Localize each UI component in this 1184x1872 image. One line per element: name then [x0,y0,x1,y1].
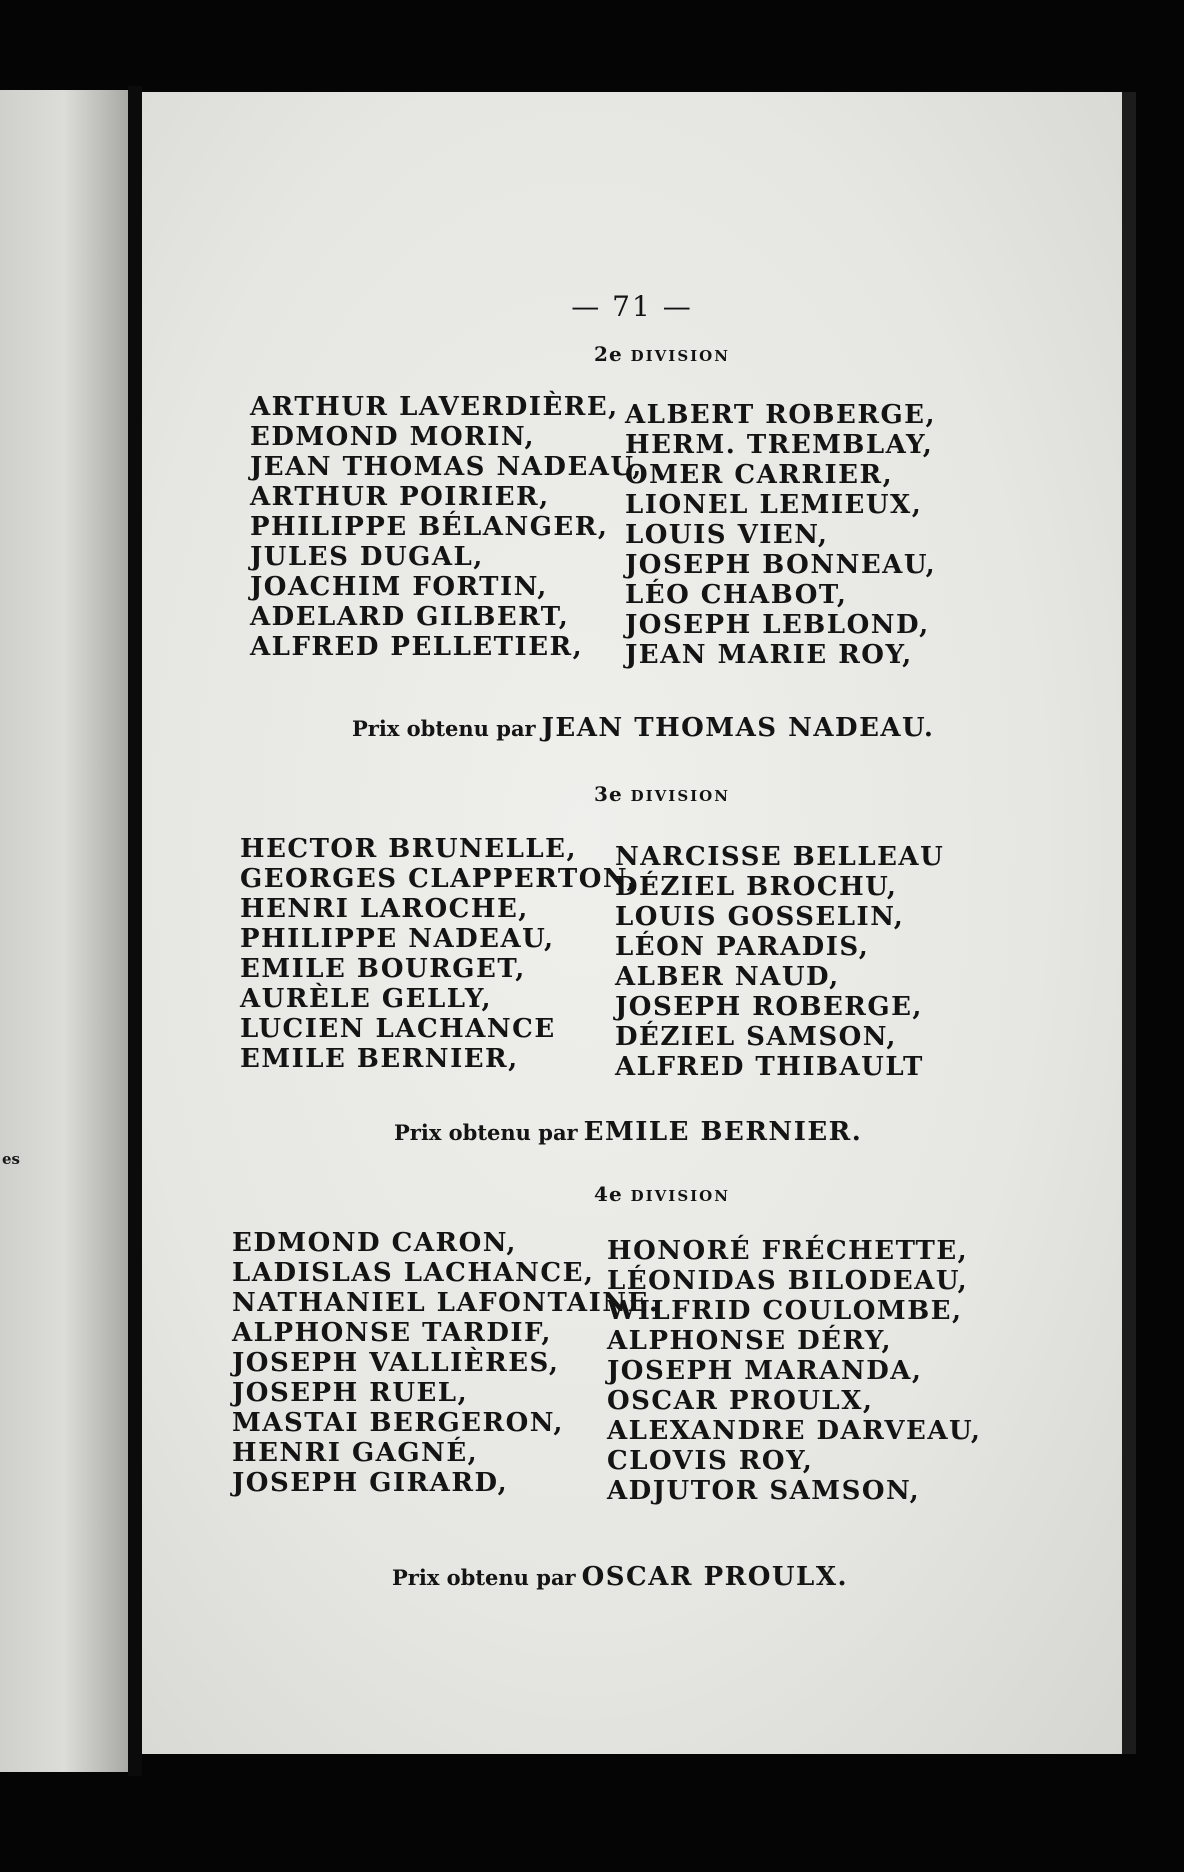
student-name: GEORGES CLAPPERTON, [240,864,637,894]
student-name: OSCAR PROULX, [607,1386,874,1416]
student-name: ALEXANDRE DARVEAU, [607,1416,982,1446]
division-number: 2e [594,342,623,366]
student-name: ALFRED THIBAULT [615,1052,924,1082]
prize-line [394,1117,862,1147]
student-name: CLOVIS ROY, [607,1446,814,1476]
student-name: ALPHONSE DÉRY, [607,1326,893,1356]
division-section [142,1182,1122,1206]
division-number: 3e [594,782,623,806]
student-name: NATHANIEL LAFONTAINE. [232,1288,660,1318]
student-name: ARTHUR POIRIER, [250,482,550,512]
division-label: DIVISION [630,1187,730,1205]
student-name: HONORÉ FRÉCHETTE, [607,1236,969,1266]
name-column-left [232,1228,660,1506]
left-page-margin [0,90,128,1772]
student-name: OMER CARRIER, [625,460,894,490]
student-name: JOSEPH ROBERGE, [615,992,923,1022]
student-name: LÉON PARADIS, [615,932,870,962]
document-page [142,92,1122,1754]
student-name: PHILIPPE BÉLANGER, [250,512,609,542]
student-name: LIONEL LEMIEUX, [625,490,923,520]
left-page-fragment: es [2,1150,20,1168]
student-name: EMILE BOURGET, [240,954,526,984]
name-column-right [615,842,1015,1082]
student-name: LUCIEN LACHANCE [240,1014,556,1044]
prize-prefix: Prix obtenu par [392,1565,576,1590]
prize-winner: EMILE BERNIER. [583,1117,863,1147]
student-name: JEAN THOMAS NADEAU, [250,452,643,482]
prize-winner: JEAN THOMAS NADEAU. [541,713,935,743]
student-name: JOSEPH RUEL, [232,1378,469,1408]
student-name: HENRI LAROCHE, [240,894,529,924]
name-columns [240,834,1015,1082]
student-name: LÉONIDAS BILODEAU, [607,1266,969,1296]
student-name: ARTHUR LAVERDIÈRE, [250,392,619,422]
student-name: JULES DUGAL, [250,542,484,572]
student-name: JOSEPH LEBLOND, [625,610,930,640]
division-heading [202,342,1122,366]
student-name: LOUIS VIEN, [625,520,829,550]
student-name: JOACHIM FORTIN, [250,572,548,602]
page-gutter [128,86,142,1776]
student-name: DÉZIEL SAMSON, [615,1022,897,1052]
student-name: JEAN MARIE ROY, [625,640,913,670]
student-name: AURÈLE GELLY, [240,984,493,1014]
prize-line [392,1562,848,1592]
student-name: ALBER NAUD, [615,962,840,992]
prize-prefix: Prix obtenu par [352,716,536,741]
student-name: JOSEPH GIRARD, [232,1468,509,1498]
student-name: LADISLAS LACHANCE, [232,1258,595,1288]
student-name: ALBERT ROBERGE, [625,400,937,430]
student-name: ADELARD GILBERT, [250,602,570,632]
division-number: 4e [594,1182,623,1206]
division-label: DIVISION [630,347,730,365]
page-edge-shadow [1122,92,1136,1754]
student-name: HENRI GAGNÉ, [232,1438,479,1468]
student-name: MASTAI BERGERON, [232,1408,564,1438]
student-name: EDMOND CARON, [232,1228,517,1258]
student-name: ADJUTOR SAMSON, [607,1476,921,1506]
name-column-left [240,834,637,1082]
division-label: DIVISION [630,787,730,805]
student-name: LÉO CHABOT, [625,580,848,610]
division-heading [202,782,1122,806]
name-columns [250,392,1025,670]
student-name: PHILIPPE NADEAU, [240,924,555,954]
prize-winner: OSCAR PROULX. [581,1562,849,1592]
student-name: ALFRED PELLETIER, [250,632,584,662]
student-name: HERM. TREMBLAY, [625,430,934,460]
student-name: ALPHONSE TARDIF, [232,1318,552,1348]
student-name: WILFRID COULOMBE, [607,1296,963,1326]
name-columns [232,1228,1007,1506]
student-name: EDMOND MORIN, [250,422,536,452]
student-name: LOUIS GOSSELIN, [615,902,905,932]
division-heading [202,1182,1122,1206]
page-number: — 71 — [571,290,693,323]
division-section [142,342,1122,366]
division-section [142,782,1122,806]
student-name: JOSEPH VALLIÈRES, [232,1348,560,1378]
name-column-right [607,1236,1007,1506]
student-name: EMILE BERNIER, [240,1044,519,1074]
name-column-right [625,400,1025,670]
prize-prefix: Prix obtenu par [394,1120,578,1145]
prize-line [352,713,934,743]
name-column-left [250,392,643,670]
student-name: NARCISSE BELLEAU [615,842,945,872]
student-name: HECTOR BRUNELLE, [240,834,578,864]
student-name: JOSEPH MARANDA, [607,1356,923,1386]
student-name: DÉZIEL BROCHU, [615,872,898,902]
student-name: JOSEPH BONNEAU, [625,550,937,580]
